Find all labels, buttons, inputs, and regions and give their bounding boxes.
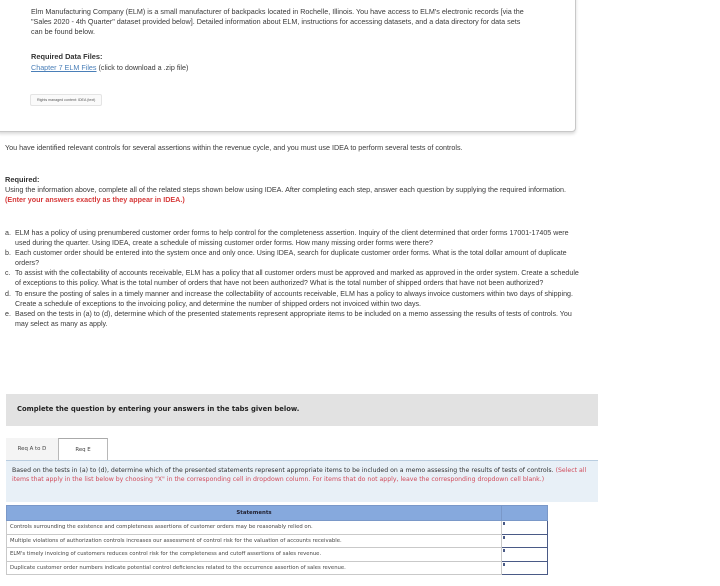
step-text: To ensure the posting of sales in a timely manner and increase the collectability of accounts receivable, ELM has a policy to always invoice customers within two days of shipping. Create a schedule of exceptions to the invoicing policy, and determine the number of shipped orders not invoiced within two days. [15, 289, 573, 308]
dropdown-marker-icon [503, 549, 505, 552]
required-text [5, 185, 585, 205]
step-text: Each customer order should be entered into the system once and only once. Using IDEA, search for duplicate customer order forms. What is the total dollar amount of duplicate orders? [15, 249, 567, 268]
step-text: To assist with the collectability of accounts receivable, ELM has a policy that all customer orders must be approved and marked as approved in the order system. Create a schedule of exceptions to this policy. What is the total number of orders that have not been authorized? What is the total number of shipped orders that have not been authorized? [15, 269, 579, 288]
table-row [7, 521, 548, 535]
statement-cell: Duplicate customer order numbers indicate potential control deficiencies related to the occurrence assertion of sales revenue. [7, 561, 502, 575]
selection-dropdown[interactable] [502, 561, 548, 575]
dropdown-marker-icon [503, 536, 505, 539]
dropdown-marker-icon [503, 522, 505, 525]
steps-list [5, 228, 585, 329]
step-item [5, 268, 585, 288]
selection-dropdown[interactable] [502, 534, 548, 548]
statement-cell: Multiple violations of authorization controls increases our assessment of control risk for the valuation of accounts receivable. [7, 534, 502, 548]
required-emphasis: (Enter your answers exactly as they appear in IDEA.) [5, 195, 185, 205]
instruction-bar [6, 394, 598, 426]
step-text: Based on the tests in (a) to (d), determine which of the presented statements represent appropriate items to be included on a memo assessing the results of tests of controls. You may select as many as apply. [15, 309, 572, 328]
required-heading: Required: [5, 175, 40, 184]
context-paragraph: You have identified relevant controls for several assertions within the revenue cycle, and you must use IDEA to perform several tests of controls. [5, 143, 463, 152]
download-files-link[interactable]: Chapter 7 ELM Files [31, 63, 97, 72]
panel-instruction: (Select all items that apply in the list below by choosing "X" in the corresponding cell in dropdown column. For items that do not apply, leave the corresponding dropdown cell blank.) [12, 467, 587, 484]
statement-cell: ELM's timely invoicing of customers reduces control risk for the completeness and cutoff assertions of sales revenue. [7, 548, 502, 562]
statements-column-header: Statements [7, 506, 502, 521]
step-marker: b. [5, 249, 11, 258]
instruction-text: Complete the question by entering your answers in the tabs given below. [17, 404, 300, 413]
download-note: (click to download a .zip file) [96, 63, 189, 72]
rights-managed-badge: Rights managed content: IDEA (text) [30, 94, 102, 106]
dropdown-marker-icon [503, 563, 505, 566]
statement-cell: Controls surrounding the existence and completeness assertions of customer orders may be reasonably relied on. [7, 521, 502, 535]
table-header-row [7, 506, 548, 521]
question-panel [6, 460, 598, 502]
step-item [5, 248, 585, 268]
step-marker: a. [5, 229, 11, 237]
selection-dropdown[interactable] [502, 521, 548, 535]
table-row [7, 561, 548, 575]
step-marker: c. [5, 269, 11, 278]
step-item [5, 289, 585, 309]
panel-text [12, 466, 588, 484]
panel-question: Based on the tests in (a) to (d), determine which of the presented statements represent appropriate items to be included on a memo assessing the results of tests of controls. [12, 467, 556, 474]
selection-dropdown[interactable] [502, 548, 548, 562]
required-body: Using the information above, complete all of the related steps shown below using IDEA. After completing each step, answer each question by supplying the required information. [5, 185, 566, 194]
statements-table [6, 505, 548, 575]
table-row [7, 548, 548, 562]
step-item [5, 228, 585, 248]
step-marker: d. [5, 289, 11, 298]
required-files-line [31, 63, 188, 72]
step-text: ELM has a policy of using prenumbered customer order forms to help control for the completeness assertion. Inquiry of the client determined that order forms 17001-17405 were used during the quarter. Using IDEA, create a schedule of missing customer order forms. How many missing order forms were there? [15, 229, 569, 248]
selection-column-header [502, 506, 548, 521]
intro-paragraph: Elm Manufacturing Company (ELM) is a small manufacturer of backpacks located in Rochelle, Illinois. You have access to ELM's electronic records [via the "Sales 2020 - 4th Quarter" dataset provided below]. Detailed information about ELM, instructions for accessing datasets, and a data directory for data sets can be found below. [31, 7, 524, 37]
table-row [7, 534, 548, 548]
step-item [5, 309, 585, 329]
tab-req-e[interactable]: Req E [58, 438, 108, 461]
step-marker: e. [5, 309, 11, 318]
required-files-label: Required Data Files: [31, 52, 103, 61]
tab-req-a-to-d[interactable]: Req A to D [6, 438, 58, 460]
